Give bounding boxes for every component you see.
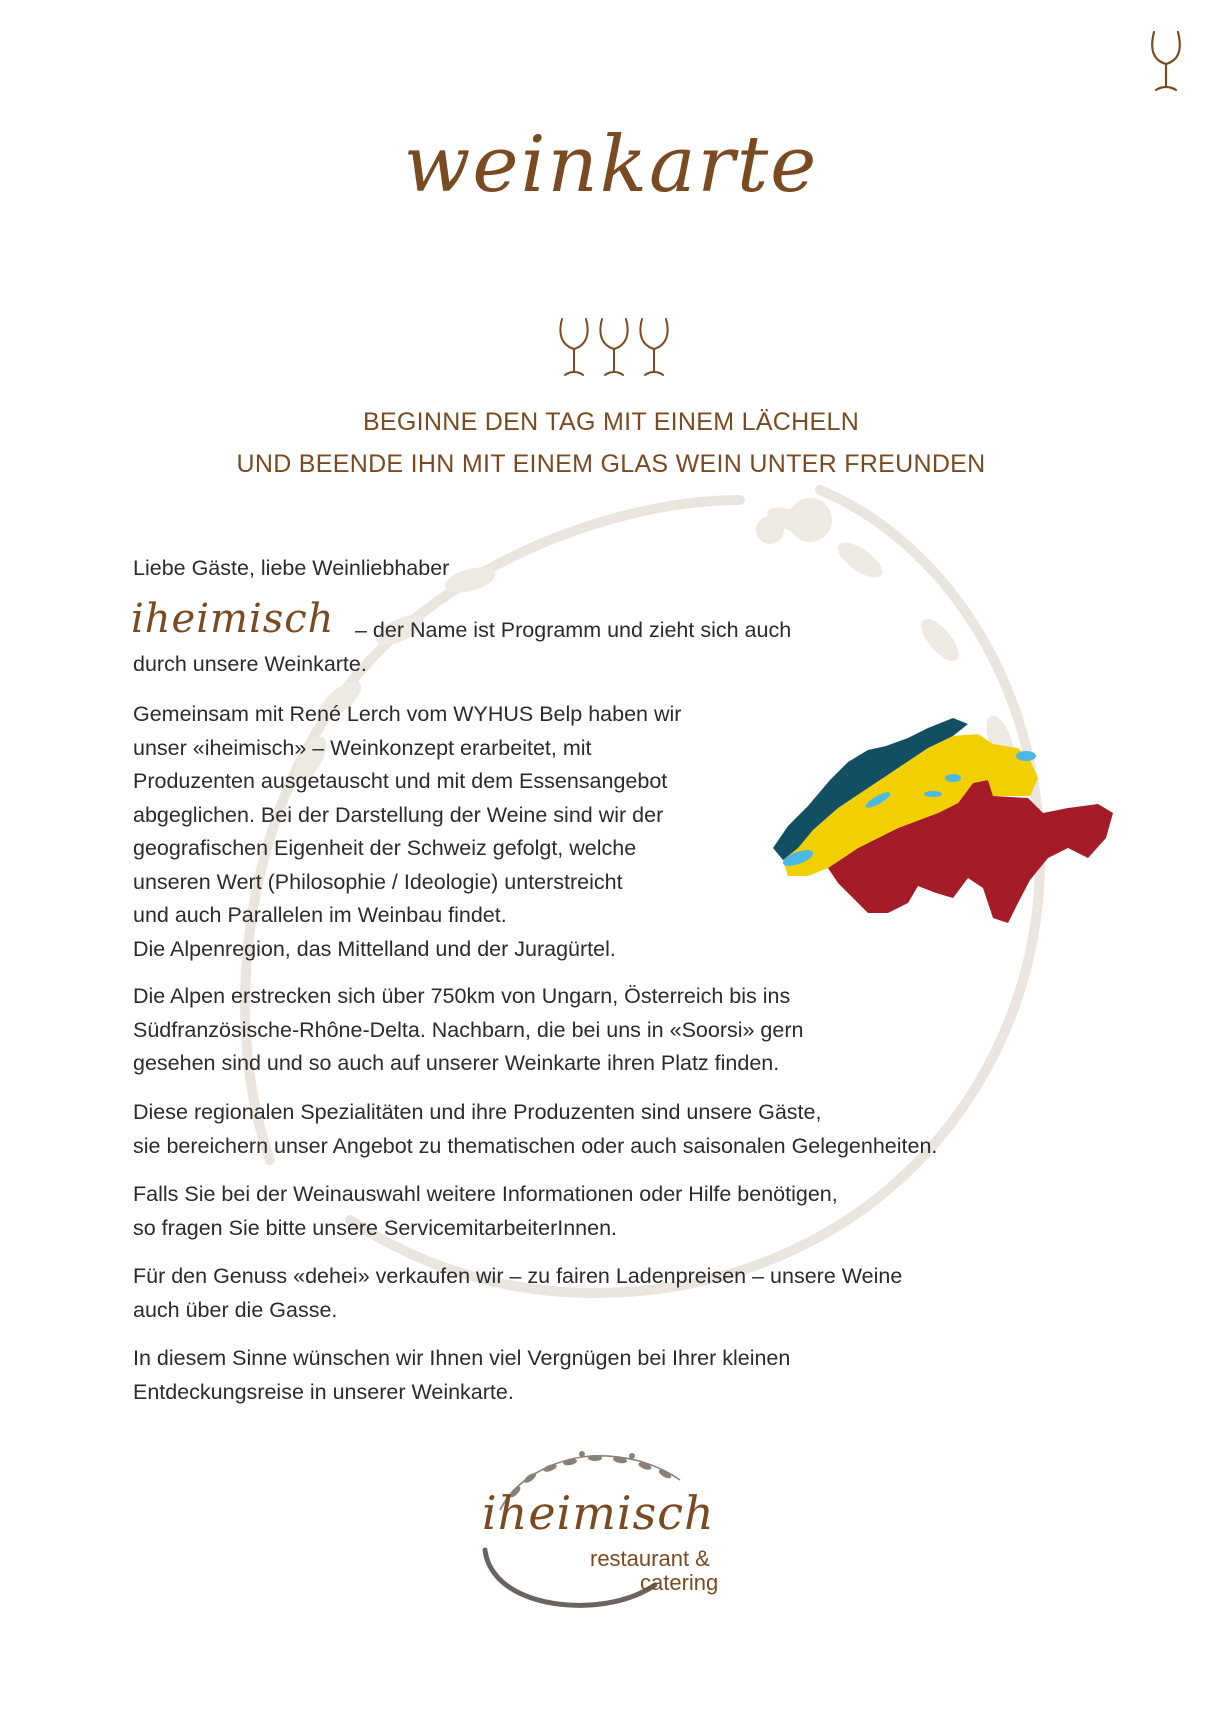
paragraph-concept — [133, 698, 773, 966]
paragraph-line: und auch Parallelen im Weinbau findet. — [133, 903, 507, 927]
intro-text-line-2: durch unsere Weinkarte. — [133, 652, 367, 676]
three-wine-glasses-icon — [556, 315, 676, 381]
paragraph-alps — [133, 980, 1113, 1081]
paragraph-line: Produzenten ausgetauscht und mit dem Essensangebot — [133, 769, 668, 793]
paragraph-line: Die Alpenregion, das Mittelland und der Juragürtel. — [133, 936, 616, 961]
brand-name-script: iheimisch — [131, 596, 335, 642]
paragraph-line: sie bereichern unser Angebot zu thematischen oder auch saisonalen Gelegenheiten. — [133, 1133, 938, 1158]
greeting: Liebe Gäste, liebe Weinliebhaber — [133, 556, 450, 580]
logo-subtitle-catering: catering — [640, 1570, 719, 1595]
paragraph-line: Südfranzösische-Rhône-Delta. Nachbarn, die bei uns in «Soorsi» gern — [133, 1017, 804, 1042]
wine-glass-icon — [1146, 30, 1186, 96]
paragraph-line: Entdeckungsreise in unserer Weinkarte. — [133, 1379, 514, 1404]
paragraph-line: so fragen Sie bitte unsere ServicemitarbeiterInnen. — [133, 1215, 618, 1240]
motto-line-1: BEGINNE DEN TAG MIT EINEM LÄCHELN — [362, 408, 860, 436]
paragraph-line: unseren Wert (Philosophie / Ideologie) unterstreicht — [133, 869, 623, 894]
switzerland-regions-map — [768, 708, 1113, 928]
paragraph-closing — [133, 1342, 1113, 1409]
paragraph-line: Falls Sie bei der Weinauswahl weitere Informationen oder Hilfe benötigen, — [133, 1182, 838, 1206]
paragraph-help — [133, 1178, 1113, 1245]
paragraph-line: Für den Genuss «dehei» verkaufen wir – zu fairen Ladenpreisen – unsere Weine — [133, 1264, 903, 1288]
paragraph-line: geografischen Eigenheit der Schweiz gefolgt, welche — [133, 836, 637, 860]
paragraph-line: Gemeinsam mit René Lerch vom WYHUS Belp haben wir — [133, 702, 682, 726]
logo-brand-name: iheimisch — [482, 1486, 715, 1540]
paragraph-specialties — [133, 1096, 1113, 1163]
paragraph-line: auch über die Gasse. — [133, 1297, 338, 1322]
paragraph-line: abgeglichen. Bei der Darstellung der Weine sind wir der — [133, 802, 664, 827]
paragraph-line: Diese regionalen Spezialitäten und ihre Produzenten sind unsere Gäste, — [133, 1100, 822, 1124]
paragraph-takeaway — [133, 1260, 1113, 1327]
paragraph-line: unser «iheimisch» – Weinkonzept erarbeitet, mit — [133, 735, 592, 760]
motto-line-2: UND BEENDE IHN MIT EINEM GLAS WEIN UNTER FREUNDEN — [236, 450, 986, 478]
paragraph-line: Die Alpen erstrecken sich über 750km von Ungarn, Österreich bis ins — [133, 984, 791, 1008]
paragraph-line: In diesem Sinne wünschen wir Ihnen viel Vergnügen bei Ihrer kleinen — [133, 1346, 791, 1370]
page-title: weinkarte — [403, 120, 819, 210]
paragraph-line: gesehen sind und so auch auf unserer Weinkarte ihren Platz finden. — [133, 1051, 780, 1075]
intro-text: – der Name ist Programm und zieht sich auch — [355, 618, 792, 642]
logo-subtitle-restaurant: restaurant & — [590, 1546, 710, 1571]
